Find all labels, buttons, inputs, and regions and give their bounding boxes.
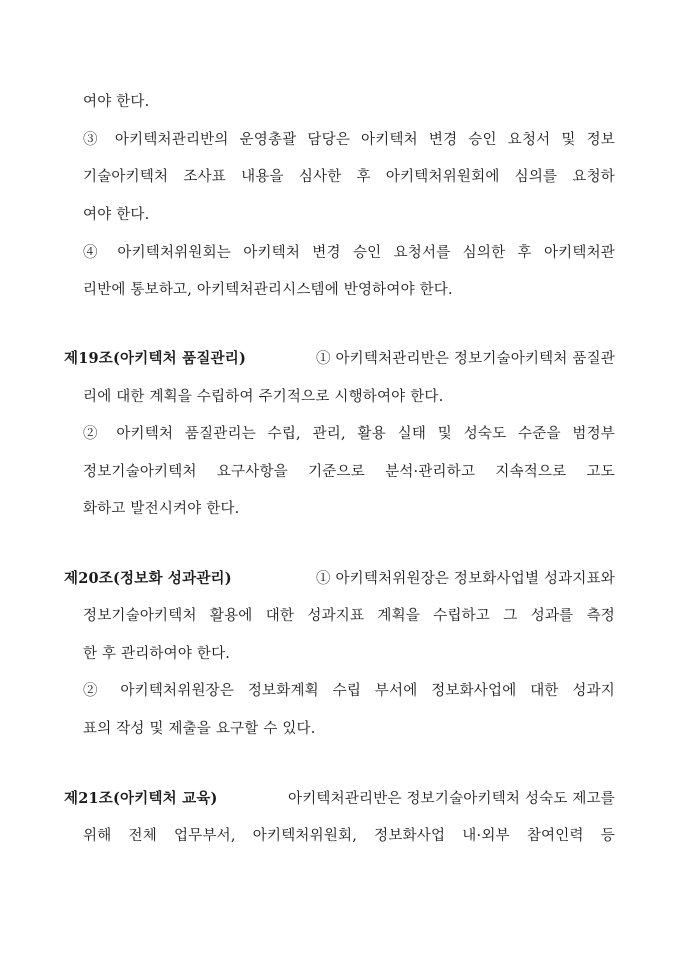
- article-19-text-5: 화하고 발전시켜야 한다.: [83, 501, 240, 517]
- text-line-1: 여야 한다.: [83, 94, 150, 110]
- text-line-4: 여야 한다.: [83, 207, 150, 223]
- text-line-3: 기술아키텍처 조사표 내용을 심사한 후 아키텍처위원회에 심의를 요청하: [83, 169, 615, 185]
- text-line-6: 리반에 통보하고, 아키텍처관리시스템에 반영하여야 한다.: [83, 282, 453, 298]
- article-20-heading: 제20조(정보화 성과관리): [64, 570, 232, 587]
- article-21-text-1: 아키텍처관리반은 정보기술아키텍처 성숙도 제고를: [288, 791, 615, 807]
- article-19-first-line: [64, 349, 615, 369]
- text-line-2: ③ 아키텍처관리반의 운영총괄 담당은 아키텍처 변경 승인 요청서 및 정보: [83, 132, 615, 148]
- article-20-first-line: [64, 569, 615, 589]
- article-20-text-3: 한 후 관리하여야 한다.: [83, 646, 231, 662]
- article-20-text-4: ② 아키텍처위원장은 정보화계획 수립 부서에 정보화사업에 대한 성과지: [83, 683, 615, 699]
- text-line-5: ④ 아키텍처위원회는 아키텍처 변경 승인 요청서를 심의한 후 아키텍처관: [83, 245, 615, 261]
- article-19-text-1: ① 아키텍처관리반은 정보기술아키텍처 품질관: [315, 351, 615, 367]
- article-21-text-2: 위해 전체 업무부서, 아키텍처위원회, 정보화사업 내·외부 참여인력 등: [83, 828, 615, 844]
- article-21-first-line: [64, 789, 615, 809]
- article-20-text-5: 표의 작성 및 제출을 요구할 수 있다.: [83, 721, 316, 737]
- article-19-text-3: ② 아키텍처 품질관리는 수립, 관리, 활용 실태 및 성숙도 수준을 범정부: [83, 426, 615, 442]
- article-19-text-2: 리에 대한 계획을 수립하여 주기적으로 시행하여야 한다.: [83, 389, 444, 405]
- article-20-text-2: 정보기술아키텍처 활용에 대한 성과지표 계획을 수립하고 그 성과를 측정: [83, 608, 615, 624]
- article-20-text-1: ① 아키텍처위원장은 정보화사업별 성과지표와: [315, 571, 615, 587]
- article-19-heading: 제19조(아키텍처 품질관리): [64, 350, 247, 367]
- article-21-heading: 제21조(아키텍처 교육): [64, 790, 218, 807]
- article-19-text-4: 정보기술아키텍처 요구사항을 기준으로 분석·관리하고 지속적으로 고도: [83, 464, 615, 480]
